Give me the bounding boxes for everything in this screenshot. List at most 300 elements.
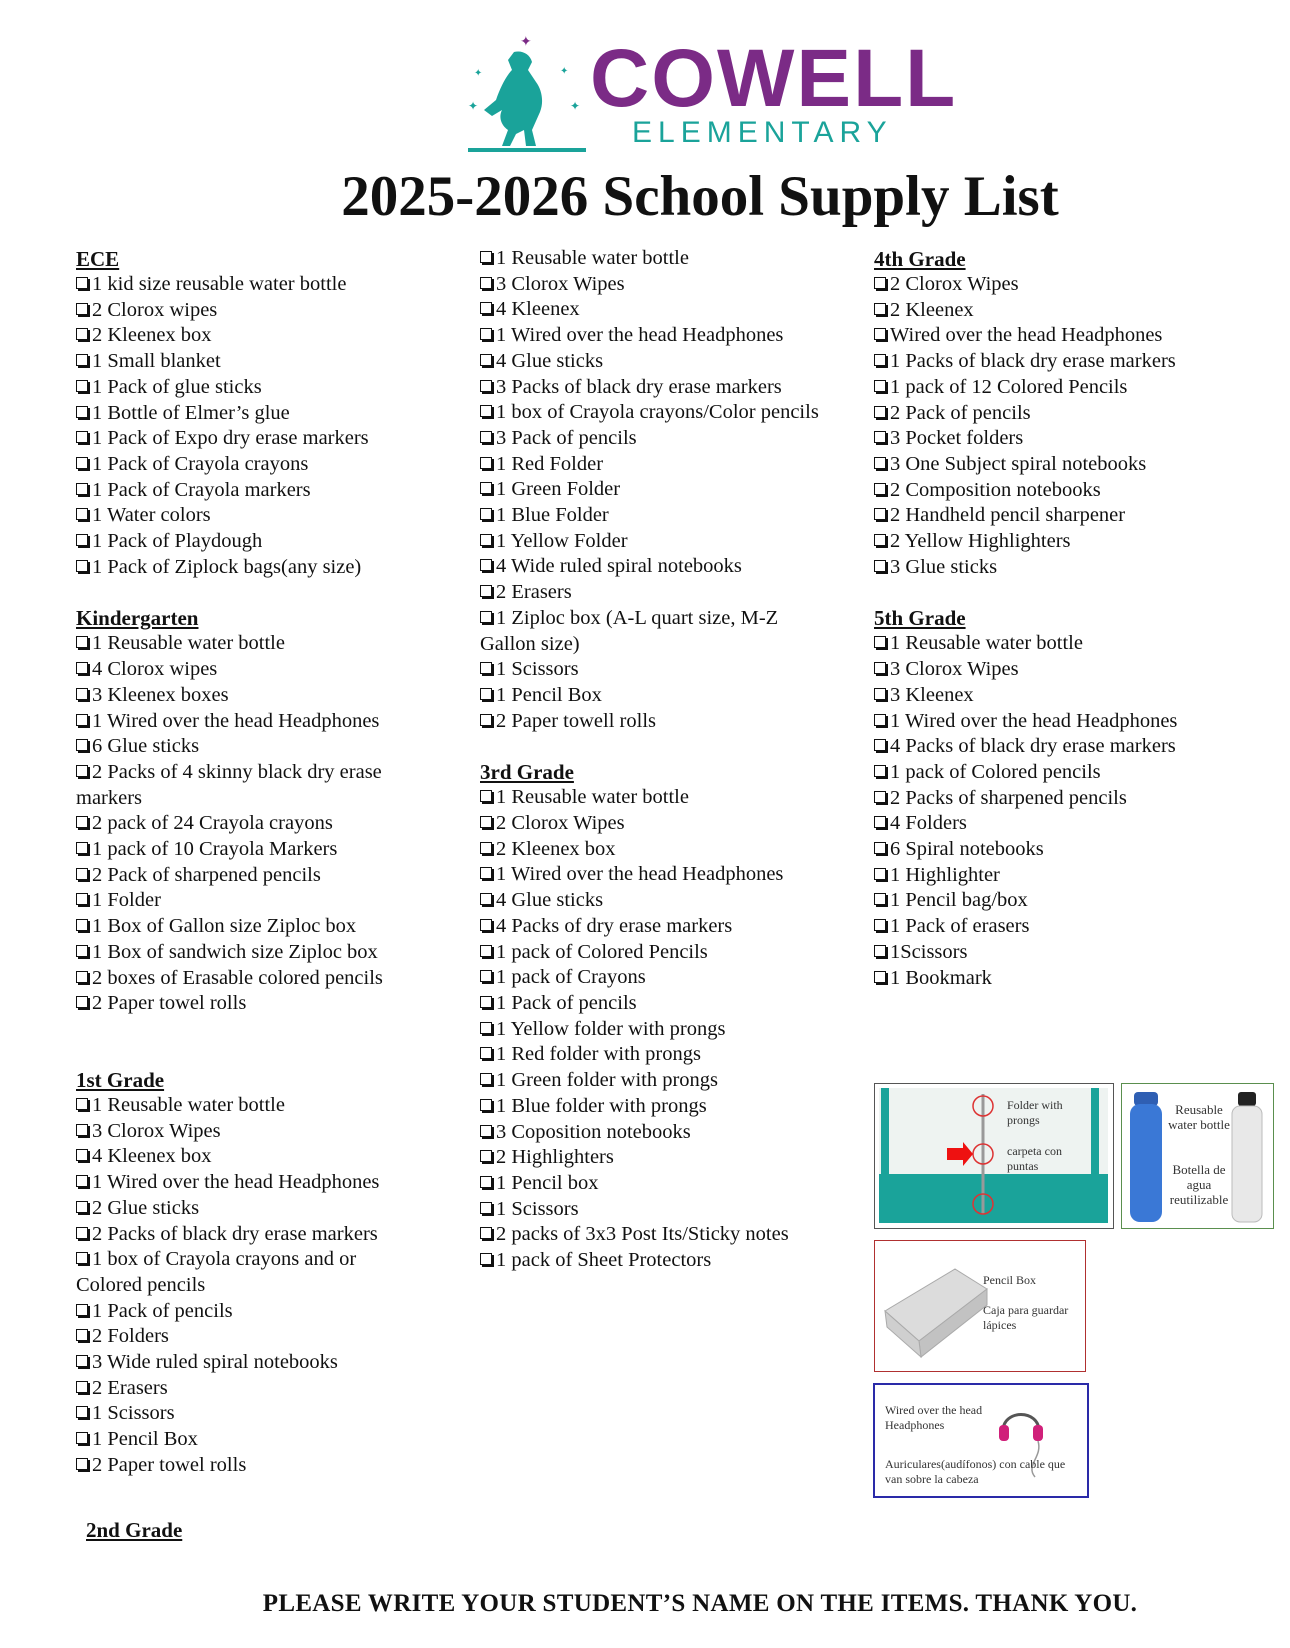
- list-item-label: 1 Wired over the head Headphones: [496, 324, 784, 347]
- list-item-label: 1 Red folder with prongs: [496, 1043, 701, 1066]
- list-item: [76, 349, 426, 375]
- checkbox-icon: [480, 302, 492, 314]
- list-item-label: 1 Highlighter: [890, 863, 1000, 886]
- checkbox-icon: [76, 1098, 88, 1110]
- checkbox-icon: [76, 739, 88, 751]
- list-item-label: 3 Clorox Wipes: [496, 272, 625, 295]
- list-item: [76, 555, 426, 581]
- list-item: [76, 1401, 426, 1427]
- list-item: [480, 1248, 830, 1274]
- checkbox-icon: [480, 790, 492, 802]
- list-item: [76, 863, 426, 889]
- checkbox-icon: [874, 277, 886, 289]
- checkbox-icon: [480, 1150, 492, 1162]
- list-item-label: 1 pack of Crayons: [496, 966, 646, 989]
- list-item-label: 1 Wired over the head Headphones: [92, 1171, 380, 1194]
- checkbox-icon: [480, 508, 492, 520]
- list-item: [874, 966, 1224, 992]
- list-item-label: 1 Pencil bag/box: [890, 889, 1028, 912]
- svg-text:✦: ✦: [468, 99, 479, 113]
- list-item: [76, 272, 426, 298]
- list-item-label: 1Scissors: [890, 940, 968, 963]
- list-item: [76, 1196, 426, 1222]
- list-item-label: 1 Reusable water bottle: [890, 632, 1083, 655]
- list-item-label: 2 Erasers: [496, 581, 572, 604]
- list-item-label: 1 Yellow Folder: [496, 529, 628, 552]
- list-item-label: 2 Composition notebooks: [890, 478, 1101, 501]
- svg-text:✦: ✦: [560, 66, 569, 77]
- list-item: [480, 529, 830, 555]
- checkbox-icon: [874, 816, 886, 828]
- list-item: [480, 349, 830, 375]
- list-item-label: 2 Yellow Highlighters: [890, 530, 1071, 553]
- list-item-label: 2 Packs of sharpened pencils: [890, 786, 1127, 809]
- list-item-label: 1 Blue Folder: [496, 504, 609, 527]
- list-item: [480, 785, 830, 811]
- list-item-label: 4 Packs of dry erase markers: [496, 914, 733, 937]
- list-item: [76, 1376, 426, 1402]
- list-item-label: 1 Folder: [92, 889, 161, 912]
- checkbox-icon: [874, 919, 886, 931]
- checkbox-icon: [76, 945, 88, 957]
- list-item: [874, 555, 1224, 581]
- checkbox-icon: [76, 508, 88, 520]
- checkbox-icon: [480, 662, 492, 674]
- list-item-label: 1 pack of 12 Colored Pencils: [890, 375, 1128, 398]
- checkbox-icon: [874, 945, 886, 957]
- checkbox-icon: [76, 688, 88, 700]
- list-item-label: 2 Packs of 4 skinny black dry erase markers: [76, 760, 382, 809]
- checkbox-icon: [76, 457, 88, 469]
- checkbox-icon: [480, 585, 492, 597]
- list-item: [76, 991, 426, 1017]
- list-item: [76, 375, 426, 401]
- list-item-label: 1 Wired over the head Headphones: [92, 709, 380, 732]
- ece-list: [76, 272, 426, 580]
- list-item: [480, 709, 830, 735]
- list-item: [480, 683, 830, 709]
- list-item: [480, 1042, 830, 1068]
- checkbox-icon: [480, 1099, 492, 1111]
- list-item: [480, 1197, 830, 1223]
- checkbox-icon: [480, 867, 492, 879]
- list-item-label: 1 Pencil Box: [92, 1428, 198, 1451]
- list-item: [480, 862, 830, 888]
- checkbox-icon: [76, 1458, 88, 1470]
- list-item: [76, 940, 426, 966]
- checkbox-icon: [480, 559, 492, 571]
- checkbox-icon: [76, 1149, 88, 1161]
- list-item: [874, 503, 1224, 529]
- list-item: [480, 426, 830, 452]
- list-item: [76, 529, 426, 555]
- checkbox-icon: [480, 277, 492, 289]
- checkbox-icon: [76, 483, 88, 495]
- checkbox-icon: [480, 1253, 492, 1265]
- list-item: [480, 503, 830, 529]
- list-item-label: 2 Pack of pencils: [890, 401, 1031, 424]
- list-item: [480, 940, 830, 966]
- section-heading-5th-grade: 5th Grade: [874, 606, 966, 631]
- list-item-label: 1 Reusable water bottle: [496, 786, 689, 809]
- list-item: [874, 349, 1224, 375]
- checkbox-icon: [874, 893, 886, 905]
- checkbox-icon: [76, 765, 88, 777]
- list-item-label: 1 Box of Gallon size Ziploc box: [92, 915, 357, 938]
- grade4-list: [874, 272, 1224, 580]
- list-item-label: 2 Highlighters: [496, 1146, 614, 1169]
- checkbox-icon: [480, 1202, 492, 1214]
- list-item-label: 2 Kleenex box: [496, 837, 616, 860]
- list-item: [76, 1453, 426, 1479]
- list-item: [76, 1299, 426, 1325]
- list-item-label: 3 Pocket folders: [890, 427, 1024, 450]
- list-item-label: 1 Bottle of Elmer’s glue: [92, 401, 290, 424]
- checkbox-icon: [480, 611, 492, 623]
- list-item-label: 1 Blue folder with prongs: [496, 1094, 707, 1117]
- list-item-label: 3 Wide ruled spiral notebooks: [92, 1351, 338, 1374]
- list-item: [874, 375, 1224, 401]
- checkbox-icon: [874, 380, 886, 392]
- list-item-label: 1 Scissors: [92, 1402, 175, 1425]
- list-item-label: 1 pack of Colored Pencils: [496, 940, 708, 963]
- list-item-label: 2 packs of 3x3 Post Its/Sticky notes: [496, 1223, 789, 1246]
- list-item: [76, 1222, 426, 1248]
- list-item-label: 2 Kleenex box: [92, 324, 212, 347]
- list-item-label: 1 Pack of Crayola markers: [92, 478, 311, 501]
- checkbox-icon: [76, 816, 88, 828]
- checkbox-icon: [76, 1175, 88, 1187]
- list-item: [76, 323, 426, 349]
- checkbox-icon: [480, 688, 492, 700]
- list-item: [480, 272, 830, 298]
- checkbox-icon: [480, 482, 492, 494]
- svg-text:✦: ✦: [520, 35, 532, 50]
- list-item: [480, 888, 830, 914]
- list-item-label: 6 Spiral notebooks: [890, 838, 1044, 861]
- checkbox-icon: [874, 560, 886, 572]
- list-item: [874, 786, 1224, 812]
- bottle-label-en: Reusable water bottle: [1168, 1102, 1230, 1132]
- list-item-label: 1 Scissors: [496, 1197, 579, 1220]
- list-item: [76, 914, 426, 940]
- list-item-label: 1 pack of Colored pencils: [890, 760, 1101, 783]
- list-item: [874, 272, 1224, 298]
- checkbox-icon: [76, 534, 88, 546]
- folder-label-es: carpeta con puntas: [1007, 1144, 1062, 1173]
- checkbox-icon: [874, 662, 886, 674]
- list-item-label: 2 Pack of sharpened pencils: [92, 863, 321, 886]
- list-item-label: 1 Pack of Expo dry erase markers: [92, 427, 369, 450]
- list-item: [480, 811, 830, 837]
- list-item-label: 1 Reusable water bottle: [92, 1093, 285, 1116]
- checkbox-icon: [480, 457, 492, 469]
- footer-note: PLEASE WRITE YOUR STUDENT’S NAME ON THE ITEMS. THANK YOU.: [262, 1590, 1138, 1617]
- list-item-label: 1 box of Crayola crayons and or Colored pencils: [76, 1248, 357, 1296]
- list-item-label: 2 Handheld pencil sharpener: [890, 504, 1126, 527]
- list-item: [874, 709, 1224, 735]
- list-item: [76, 760, 426, 811]
- checkbox-icon: [76, 868, 88, 880]
- list-item: [874, 734, 1224, 760]
- grade1-list: [76, 1093, 426, 1479]
- list-item-label: 2 boxes of Erasable colored pencils: [92, 966, 383, 989]
- list-item: [874, 657, 1224, 683]
- list-item-label: 2 Clorox Wipes: [496, 812, 625, 835]
- list-item-label: 1 Green folder with prongs: [496, 1069, 719, 1092]
- checkbox-icon: [76, 277, 88, 289]
- pencil-box-label-en: Pencil Box: [983, 1273, 1036, 1287]
- list-item-label: 2 Clorox wipes: [92, 298, 218, 321]
- list-item: [480, 246, 830, 272]
- checkbox-icon: [874, 328, 886, 340]
- headphones-picture: [873, 1383, 1089, 1498]
- list-item: [76, 1324, 426, 1350]
- checkbox-icon: [480, 996, 492, 1008]
- list-item: [76, 426, 426, 452]
- list-item-label: 2 Paper towell rolls: [496, 709, 656, 732]
- folder-label-en: Folder with prongs: [1007, 1098, 1063, 1127]
- list-item-label: 1 Pack of erasers: [890, 915, 1030, 938]
- checkbox-icon: [480, 431, 492, 443]
- checkbox-icon: [76, 1381, 88, 1393]
- checkbox-icon: [76, 1304, 88, 1316]
- list-item-label: 3 Glue sticks: [890, 555, 998, 578]
- list-item: [76, 401, 426, 427]
- list-item-label: 4 Kleenex box: [92, 1145, 212, 1168]
- list-item-label: 1 Pack of Crayola crayons: [92, 452, 309, 475]
- checkbox-icon: [480, 919, 492, 931]
- checkbox-icon: [874, 406, 886, 418]
- list-item-label: 2 Paper towel rolls: [92, 1453, 247, 1476]
- list-item: [874, 940, 1224, 966]
- list-item: [76, 503, 426, 529]
- list-item: [76, 1247, 426, 1298]
- list-item-label: 1 Pencil Box: [496, 683, 602, 706]
- list-item: [480, 400, 830, 426]
- checkbox-icon: [480, 842, 492, 854]
- headphones-label-en: Wired over the head Headphones: [885, 1403, 983, 1432]
- list-item: [480, 580, 830, 606]
- checkbox-icon: [480, 816, 492, 828]
- list-item-label: 1 pack of Sheet Protectors: [496, 1249, 712, 1272]
- checkbox-icon: [76, 1124, 88, 1136]
- list-item-label: 1 box of Crayola crayons/Color pencils: [496, 401, 819, 424]
- list-item: [76, 811, 426, 837]
- list-item-label: 2 Kleenex: [890, 298, 974, 321]
- list-item-label: 3 Clorox Wipes: [890, 658, 1019, 681]
- checkbox-icon: [480, 1047, 492, 1059]
- column-2: [480, 246, 830, 1274]
- list-item: [480, 1017, 830, 1043]
- list-item-label: 1 Wired over the head Headphones: [890, 709, 1178, 732]
- list-item: [76, 683, 426, 709]
- svg-text:✦: ✦: [474, 68, 483, 79]
- list-item-label: 1 Box of sandwich size Ziploc box: [92, 940, 378, 963]
- checkbox-icon: [480, 1227, 492, 1239]
- checkbox-icon: [874, 868, 886, 880]
- checkbox-icon: [874, 457, 886, 469]
- checkbox-icon: [480, 405, 492, 417]
- list-item: [874, 837, 1224, 863]
- checkbox-icon: [874, 765, 886, 777]
- checkbox-icon: [874, 636, 886, 648]
- water-bottle-picture: [1121, 1083, 1274, 1229]
- list-item-label: 3 Clorox Wipes: [92, 1119, 221, 1142]
- list-item: [480, 375, 830, 401]
- folder-picture: [874, 1083, 1114, 1229]
- list-item: [480, 1145, 830, 1171]
- checkbox-icon: [76, 1252, 88, 1264]
- grade5-list: [874, 631, 1224, 991]
- list-item: [480, 554, 830, 580]
- list-item-label: 1 Pack of glue sticks: [92, 375, 262, 398]
- list-item: [480, 477, 830, 503]
- checkbox-icon: [874, 971, 886, 983]
- list-item: [76, 1119, 426, 1145]
- list-item: [480, 1171, 830, 1197]
- list-item-label: 1 Bookmark: [890, 966, 992, 989]
- list-item-label: 1 Water colors: [92, 504, 211, 527]
- list-item-label: 1 Yellow folder with prongs: [496, 1017, 726, 1040]
- list-item: [874, 298, 1224, 324]
- checkbox-icon: [76, 1227, 88, 1239]
- page-title: 2025-2026 School Supply List: [341, 165, 1059, 228]
- section-heading-1st-grade: 1st Grade: [76, 1067, 165, 1092]
- kindergarten-list: [76, 631, 426, 1017]
- section-heading-kindergarten: Kindergarten: [76, 606, 199, 631]
- checkbox-icon: [874, 739, 886, 751]
- list-item-label: 4 Folders: [890, 812, 967, 835]
- checkbox-icon: [76, 303, 88, 315]
- checkbox-icon: [874, 303, 886, 315]
- list-item: [76, 1144, 426, 1170]
- list-item-label: 1 Pack of Ziplock bags(any size): [92, 555, 362, 578]
- list-item: [874, 888, 1224, 914]
- list-item-label: 1 Red Folder: [496, 452, 604, 475]
- list-item: [480, 606, 830, 657]
- list-item-label: 2 Erasers: [92, 1376, 168, 1399]
- checkbox-icon: [76, 714, 88, 726]
- checkbox-icon: [76, 328, 88, 340]
- checkbox-icon: [874, 508, 886, 520]
- horse-logo-icon: [462, 30, 592, 160]
- list-item: [76, 1350, 426, 1376]
- column-1: [76, 246, 426, 1479]
- checkbox-icon: [76, 406, 88, 418]
- checkbox-icon: [76, 971, 88, 983]
- list-item-label: 1 Wired over the head Headphones: [496, 863, 784, 886]
- list-item: [76, 1170, 426, 1196]
- checkbox-icon: [480, 1073, 492, 1085]
- list-item: [480, 452, 830, 478]
- list-item: [76, 478, 426, 504]
- list-item-label: 1 kid size reusable water bottle: [92, 273, 347, 295]
- list-item-label: 2 Paper towel rolls: [92, 992, 247, 1015]
- checkbox-icon: [874, 688, 886, 700]
- list-item-label: 4 Kleenex: [496, 298, 580, 321]
- list-item-label: 4 Clorox wipes: [92, 658, 218, 681]
- list-item: [480, 1094, 830, 1120]
- checkbox-icon: [76, 560, 88, 572]
- checkbox-icon: [76, 1355, 88, 1367]
- list-item-label: 3 Packs of black dry erase markers: [496, 375, 782, 398]
- checkbox-icon: [76, 893, 88, 905]
- column-3: [874, 246, 1224, 991]
- list-item: [874, 760, 1224, 786]
- list-item-label: 4 Glue sticks: [496, 349, 604, 372]
- school-logo: [462, 30, 958, 160]
- checkbox-icon: [874, 842, 886, 854]
- list-item-label: 3 Kleenex boxes: [92, 683, 229, 706]
- checkbox-icon: [76, 662, 88, 674]
- list-item: [874, 452, 1224, 478]
- list-item: [480, 1222, 830, 1248]
- list-item: [76, 709, 426, 735]
- logo-subtitle: ELEMENTARY: [632, 116, 893, 149]
- list-item: [874, 631, 1224, 657]
- list-item-label: 3 Kleenex: [890, 683, 974, 706]
- list-item-label: 3 Pack of pencils: [496, 426, 637, 449]
- checkbox-icon: [76, 1329, 88, 1341]
- checkbox-icon: [76, 919, 88, 931]
- grade2-list: [480, 246, 830, 734]
- checkbox-icon: [874, 483, 886, 495]
- list-item: [874, 426, 1224, 452]
- checkbox-icon: [480, 970, 492, 982]
- checkbox-icon: [874, 714, 886, 726]
- list-item-label: 2 pack of 24 Crayola crayons: [92, 812, 333, 835]
- list-item-label: 3 One Subject spiral notebooks: [890, 452, 1147, 475]
- checkbox-icon: [76, 354, 88, 366]
- list-item-label: 4 Wide ruled spiral notebooks: [496, 555, 742, 578]
- list-item-label: 1 Small blanket: [92, 350, 221, 373]
- list-item: [874, 811, 1224, 837]
- section-heading-4th-grade: 4th Grade: [874, 247, 966, 271]
- list-item-label: 2 Packs of black dry erase markers: [92, 1222, 378, 1245]
- list-item: [480, 914, 830, 940]
- pencil-box-picture: [874, 1240, 1086, 1372]
- list-item-label: 2 Clorox Wipes: [890, 273, 1019, 295]
- list-item-label: 1 pack of 10 Crayola Markers: [92, 838, 338, 861]
- checkbox-icon: [480, 380, 492, 392]
- checkbox-icon: [480, 893, 492, 905]
- checkbox-icon: [480, 945, 492, 957]
- checkbox-icon: [480, 534, 492, 546]
- checkbox-icon: [76, 842, 88, 854]
- checkbox-icon: [76, 636, 88, 648]
- headphones-label-es: Auriculares(audífonos) con cable que van sobre la cabeza: [885, 1457, 1066, 1486]
- checkbox-icon: [76, 380, 88, 392]
- checkbox-icon: [76, 996, 88, 1008]
- list-item-label: 2 Folders: [92, 1325, 169, 1348]
- checkbox-icon: [480, 354, 492, 366]
- list-item-label: 1 Pack of pencils: [92, 1299, 233, 1322]
- list-item-label: 1 Ziploc box (A-L quart size, M-Z Gallon size): [480, 606, 779, 655]
- list-item: [76, 837, 426, 863]
- section-heading-3rd-grade: 3rd Grade: [480, 760, 574, 785]
- bottle-label-es: Botella de agua reutilizable: [1169, 1162, 1229, 1207]
- section-heading-ece: ECE: [76, 247, 120, 271]
- list-item: [76, 1427, 426, 1453]
- list-item: [480, 1120, 830, 1146]
- list-item: [76, 452, 426, 478]
- list-item: [76, 888, 426, 914]
- list-item: [76, 298, 426, 324]
- checkbox-icon: [874, 791, 886, 803]
- list-item: [480, 965, 830, 991]
- list-item: [874, 478, 1224, 504]
